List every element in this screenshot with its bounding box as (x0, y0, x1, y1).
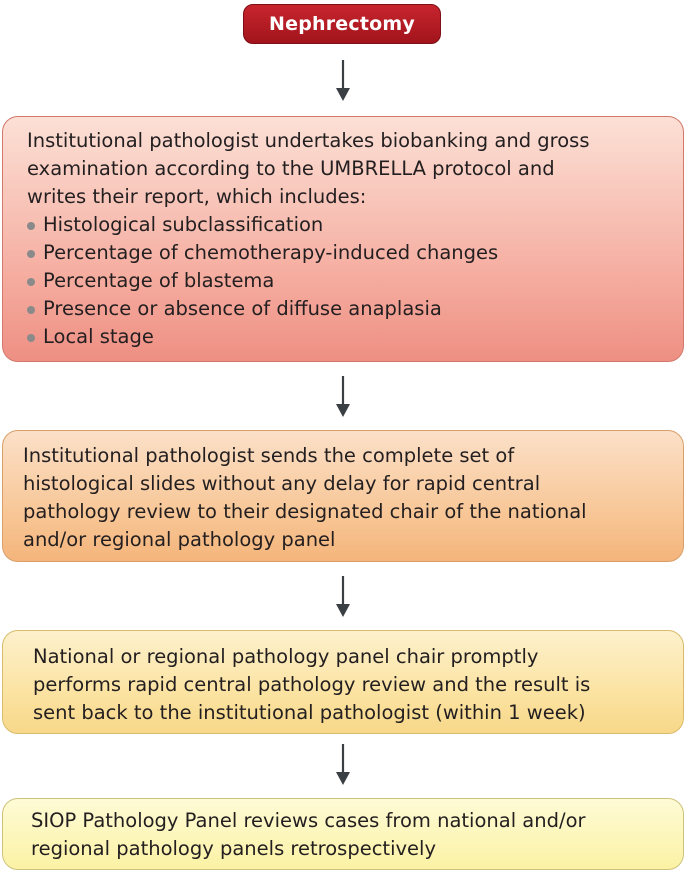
step-1-text-line: examination according to the UMBRELLA protocol and (27, 157, 555, 180)
bullet-dot-icon (27, 250, 35, 258)
bullet-text: Percentage of blastema (43, 269, 275, 292)
step-3-box (2, 630, 684, 734)
step-2-text-line: and/or regional pathology panel (23, 528, 336, 551)
step-2-text-line: histological slides without any delay for rapid central (23, 472, 541, 495)
step-1-box (2, 116, 684, 362)
bullet-text: Percentage of chemotherapy-induced changes (43, 241, 499, 264)
bullet-item (27, 295, 669, 323)
title-label: Nephrectomy (269, 13, 415, 35)
step-4-text-line: SIOP Pathology Panel reviews cases from national and/or (31, 809, 586, 832)
title-node-nephrectomy (243, 4, 441, 44)
arrow-down-icon (335, 376, 351, 418)
bullet-text: Histological subclassification (43, 213, 324, 236)
step-2-text-line: Institutional pathologist sends the complete set of (23, 444, 515, 467)
bullet-text: Presence or absence of diffuse anaplasia (43, 297, 442, 320)
bullet-item (27, 211, 669, 239)
bullet-dot-icon (27, 278, 35, 286)
step-4-box (2, 798, 684, 870)
step-3-text-line: performs rapid central pathology review and the result is (33, 673, 591, 696)
step-1-text-line: Institutional pathologist undertakes biobanking and gross (27, 129, 590, 152)
arrow-down-icon (335, 576, 351, 618)
step-3-text-line: National or regional pathology panel chair promptly (33, 645, 539, 668)
step-2-box (2, 430, 684, 562)
step-4-text-line: regional pathology panels retrospectively (31, 837, 436, 860)
bullet-dot-icon (27, 334, 35, 342)
bullet-item (27, 323, 669, 351)
arrow-down-icon (335, 60, 351, 102)
step-2-text-line: pathology review to their designated chair of the national (23, 500, 587, 523)
bullet-item (27, 239, 669, 267)
step-1-bullet-list (27, 211, 669, 351)
bullet-dot-icon (27, 306, 35, 314)
bullet-text: Local stage (43, 325, 154, 348)
bullet-item (27, 267, 669, 295)
bullet-dot-icon (27, 222, 35, 230)
arrow-down-icon (335, 744, 351, 786)
step-1-text-line: writes their report, which includes: (27, 185, 367, 208)
step-3-text-line: sent back to the institutional pathologist (within 1 week) (33, 701, 586, 724)
